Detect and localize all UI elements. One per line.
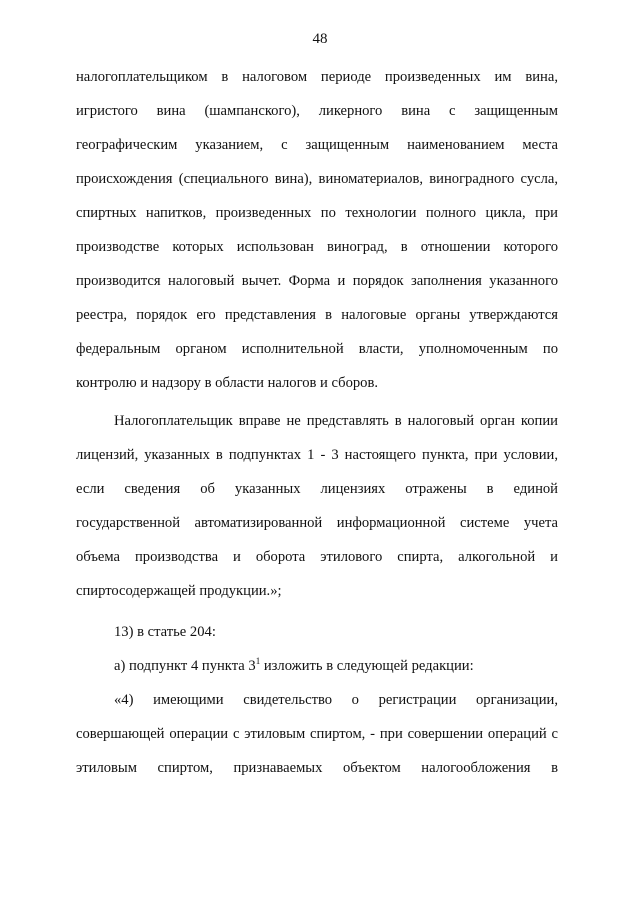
text-line: совершающей операции с этиловым спиртом, - при совершении операций с <box>76 726 558 742</box>
paragraph-licenses <box>76 412 558 616</box>
amendment-list <box>76 623 558 793</box>
list-item-a <box>76 657 558 691</box>
list-item-a-text-end: изложить в следующей редакции: <box>260 658 474 674</box>
text-line: государственной автоматизированной информационной системе учета <box>76 515 558 531</box>
paragraph-continuation <box>76 68 558 408</box>
text-line: «4) имеющими свидетельство о регистрации организации, <box>114 692 558 708</box>
text-line: географическим указанием, с защищенным наименованием места <box>76 137 558 153</box>
text-line: объема производства и оборота этилового спирта, алкогольной и <box>76 549 558 565</box>
text-line: если сведения об указанных лицензиях отражены в единой <box>76 481 558 497</box>
text-line: игристого вина (шампанского), ликерного вина с защищенным <box>76 103 558 119</box>
text-line: происхождения (специального вина), виноматериалов, виноградного сусла, <box>76 171 558 187</box>
list-item-a-text: а) подпункт 4 пункта 3 <box>114 658 256 674</box>
text-line: спиртосодержащей продукции.»; <box>76 583 282 599</box>
text-line: Налогоплательщик вправе не представлять в налоговый орган копии <box>114 413 558 429</box>
text-line: лицензий, указанных в подпунктах 1 - 3 настоящего пункта, при условии, <box>76 447 558 463</box>
text-line: реестра, порядок его представления в налоговые органы утверждаются <box>76 307 558 323</box>
text-line: налогоплательщиком в налоговом периоде произведенных им вина, <box>76 69 558 85</box>
text-line: производстве которых использован виноград, в отношении которого <box>76 239 558 255</box>
superscript: 1 <box>255 656 261 666</box>
text-line: производится налоговый вычет. Форма и порядок заполнения указанного <box>76 273 558 289</box>
text-line: спиртных напитков, произведенных по технологии полного цикла, при <box>76 205 558 221</box>
list-item-13: 13) в статье 204: <box>114 624 216 640</box>
text-line: федеральным органом исполнительной власти, уполномоченным по <box>76 341 558 357</box>
page-number: 48 <box>312 31 328 47</box>
text-line: контролю и надзору в области налогов и сборов. <box>76 375 379 391</box>
text-line: этиловым спиртом, признаваемых объектом налогообложения в <box>76 760 558 776</box>
